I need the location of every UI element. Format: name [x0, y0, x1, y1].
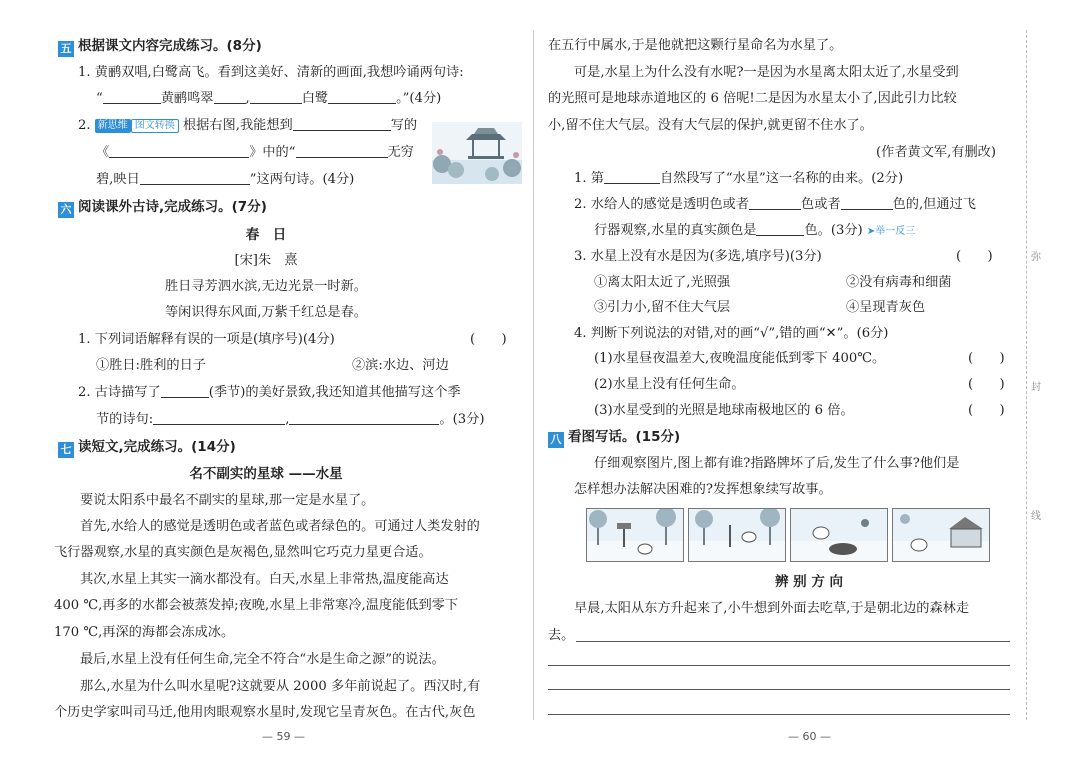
- attribution: (作者黄文军,有删改): [876, 145, 996, 160]
- writing-line[interactable]: [548, 689, 1010, 690]
- story-panel-4: [892, 508, 990, 562]
- q6-1-option-2: ②滨:水边、河边: [352, 358, 449, 373]
- q7-3-option: ③引力小,留不住大气层: [594, 300, 731, 315]
- article-para: 要说太阳系中最名不副实的星球,那一定是水星了。: [80, 493, 375, 508]
- answer-blank[interactable]: [250, 90, 302, 104]
- poem-title: 春 日: [245, 227, 287, 243]
- q5-1-text: 1. 黄鹂双唱,白鹭高飞。看到这美好、清新的画面,我想吟诵两句诗:: [78, 65, 464, 80]
- article-para: 个历史学家叫司马迁,他用肉眼观察水星时,发现它呈青灰色。在古代,灰色: [54, 705, 476, 720]
- article-para: 飞行器观察,水星的真实颜色是灰褐色,显然叫它巧克力星更合适。: [54, 545, 432, 560]
- q6-1-option-1: ①胜日:胜利的日子: [96, 358, 206, 373]
- section-5-heading: 五 根据课文内容完成练习。(8分): [58, 37, 262, 57]
- answer-paren[interactable]: ( ): [956, 249, 993, 264]
- writing-line[interactable]: [548, 714, 1010, 715]
- poem-author: [宋]朱 熹: [234, 253, 298, 268]
- page-number: — 59 —: [262, 730, 305, 743]
- poem-line-1: 胜日寻芳泗水滨,无边光景一时新。: [164, 279, 367, 294]
- q7-4-item: (3)水星受到的光照是地球南极地区的 6 倍。: [594, 403, 854, 418]
- left-page: [0, 0, 532, 763]
- article-para: 在五行中属水,于是他就把这颗行星命名为水星了。: [548, 38, 843, 53]
- story-panel-3: [790, 508, 888, 562]
- article-para: 的光照可是地球赤道地区的 6 倍呢!二是因为水星太小了,因此引力比较: [548, 91, 957, 106]
- q6-2-line1: 2. 古诗描写了 (季节)的美好景致,我还知道其他描写这个季: [78, 385, 461, 400]
- answer-blank[interactable]: [756, 222, 804, 236]
- lotus-pavilion-illustration: [432, 122, 522, 184]
- answer-blank[interactable]: [749, 196, 801, 210]
- answer-blank[interactable]: [140, 171, 250, 185]
- answer-paren[interactable]: ( ): [968, 351, 1005, 366]
- page-divider: [533, 30, 534, 720]
- answer-blank[interactable]: [214, 90, 246, 104]
- article-para: 最后,水星上没有任何生命,完全不符合“水是生命之源”的说法。: [80, 652, 445, 667]
- writing-line[interactable]: [576, 641, 1010, 642]
- story-panel-1: [586, 508, 684, 562]
- answer-blank[interactable]: [296, 144, 388, 158]
- q6-1-text: 1. 下列词语解释有误的一项是(填序号)(4分): [78, 332, 335, 347]
- binding-mark: 线: [1031, 511, 1041, 522]
- q7-3-option: ①离太阳太近了,光照强: [594, 275, 731, 290]
- article-para: 小,留不住大气层。没有大气层的保护,就更留不住水了。: [548, 118, 873, 133]
- q7-1: 1. 第 自然段写了“水星”这一名称的由来。(2分): [574, 171, 904, 186]
- q7-2-line2: 行器观察,水星的真实颜色是 色。(3分) ➤举一反三: [594, 223, 916, 238]
- q5-2-line1: 2. 新思维 图文转换 根据右图,我能想到 写的: [78, 118, 418, 133]
- section-badge: 五: [58, 41, 74, 57]
- article-para: 那么,水星为什么叫水星呢?这就要从 2000 多年前说起了。西汉时,有: [80, 679, 481, 694]
- section-8-heading: 八 看图写话。(15分): [548, 428, 680, 448]
- story-text: 去。: [548, 628, 575, 643]
- q7-4-text: 4. 判断下列说法的对错,对的画“√”,错的画“✕”。(6分): [574, 326, 889, 341]
- writing-prompt: 怎样想办法解决困难的?发挥想象续写故事。: [574, 482, 832, 497]
- article-para: 可是,水星上为什么没有水呢?一是因为水星离太阳太近了,水星受到: [574, 65, 959, 80]
- q5-2-line3: 碧,映日 ”这两句诗。(4分): [96, 172, 355, 187]
- section-7-heading: 七 读短文,完成练习。(14分): [58, 438, 236, 458]
- q5-1-fill: “ 黄鹂鸣翠 , 白鹭 。”(4分): [96, 91, 442, 106]
- answer-blank[interactable]: [109, 144, 249, 158]
- q7-4-item: (1)水星昼夜温差大,夜晚温度能低到零下 400℃。: [594, 351, 886, 366]
- writing-line[interactable]: [548, 665, 1010, 666]
- section-badge: 六: [58, 202, 74, 218]
- q7-3-option: ④呈现青灰色: [846, 300, 926, 315]
- story-text: 早晨,太阳从东方升起来了,小牛想到外面去吃草,于是朝北边的森林走: [574, 601, 970, 616]
- q7-4-item: (2)水星上没有任何生命。: [594, 377, 745, 392]
- answer-paren[interactable]: ( ): [968, 403, 1005, 418]
- answer-blank[interactable]: [103, 90, 161, 104]
- story-panel-2: [688, 508, 786, 562]
- article-para: 170 ℃,再深的海都会冻成冰。: [54, 625, 235, 640]
- page-number: — 60 —: [788, 730, 831, 743]
- binding-mark: 封: [1031, 382, 1041, 393]
- answer-blank[interactable]: [289, 411, 439, 425]
- article-title: 名不副实的星球 ——水星: [189, 466, 343, 482]
- answer-paren[interactable]: ( ): [968, 377, 1005, 392]
- new-thinking-tag: 新思维: [95, 119, 131, 133]
- poem-line-2: 等闲识得东风面,万紫千红总是春。: [164, 305, 367, 320]
- answer-blank[interactable]: [328, 90, 396, 104]
- answer-blank[interactable]: [293, 117, 391, 131]
- image-convert-tag: 图文转换: [131, 119, 179, 133]
- binding-line: [1026, 30, 1027, 720]
- q6-2-line2: 节的诗句: , 。(3分): [96, 412, 485, 427]
- answer-paren[interactable]: ( ): [470, 332, 507, 347]
- article-para: 首先,水给人的感觉是透明色或者蓝色或者绿色的。可通过人类发射的: [80, 519, 480, 534]
- answer-blank[interactable]: [153, 411, 285, 425]
- story-title: 辨 别 方 向: [774, 574, 844, 590]
- answer-blank[interactable]: [161, 384, 209, 398]
- right-page: [538, 0, 1080, 763]
- section-badge: 八: [548, 432, 564, 448]
- answer-blank[interactable]: [841, 196, 893, 210]
- example-tag: ➤举一反三: [866, 226, 916, 237]
- q7-2-line1: 2. 水给人的感觉是透明色或者 色或者 色的,但通过飞: [574, 197, 976, 212]
- q7-3-option: ②没有病毒和细菌: [846, 275, 952, 290]
- binding-mark: 弥: [1031, 252, 1041, 263]
- section-6-heading: 六 阅读课外古诗,完成练习。(7分): [58, 198, 267, 218]
- article-para: 400 ℃,再多的水都会被蒸发掉;夜晚,水星上非常寒冷,温度能低到零下: [54, 598, 459, 613]
- q5-2-line2: 《 》中的“ 无穷: [96, 145, 414, 160]
- section-badge: 七: [58, 442, 74, 458]
- q7-3-text: 3. 水星上没有水是因为(多选,填序号)(3分): [574, 249, 822, 264]
- writing-prompt: 仔细观察图片,图上都有谁?指路牌坏了后,发生了什么事?他们是: [594, 456, 960, 471]
- article-para: 其次,水星上其实一滴水都没有。白天,水星上非常热,温度能高达: [80, 572, 449, 587]
- answer-blank[interactable]: [604, 170, 660, 184]
